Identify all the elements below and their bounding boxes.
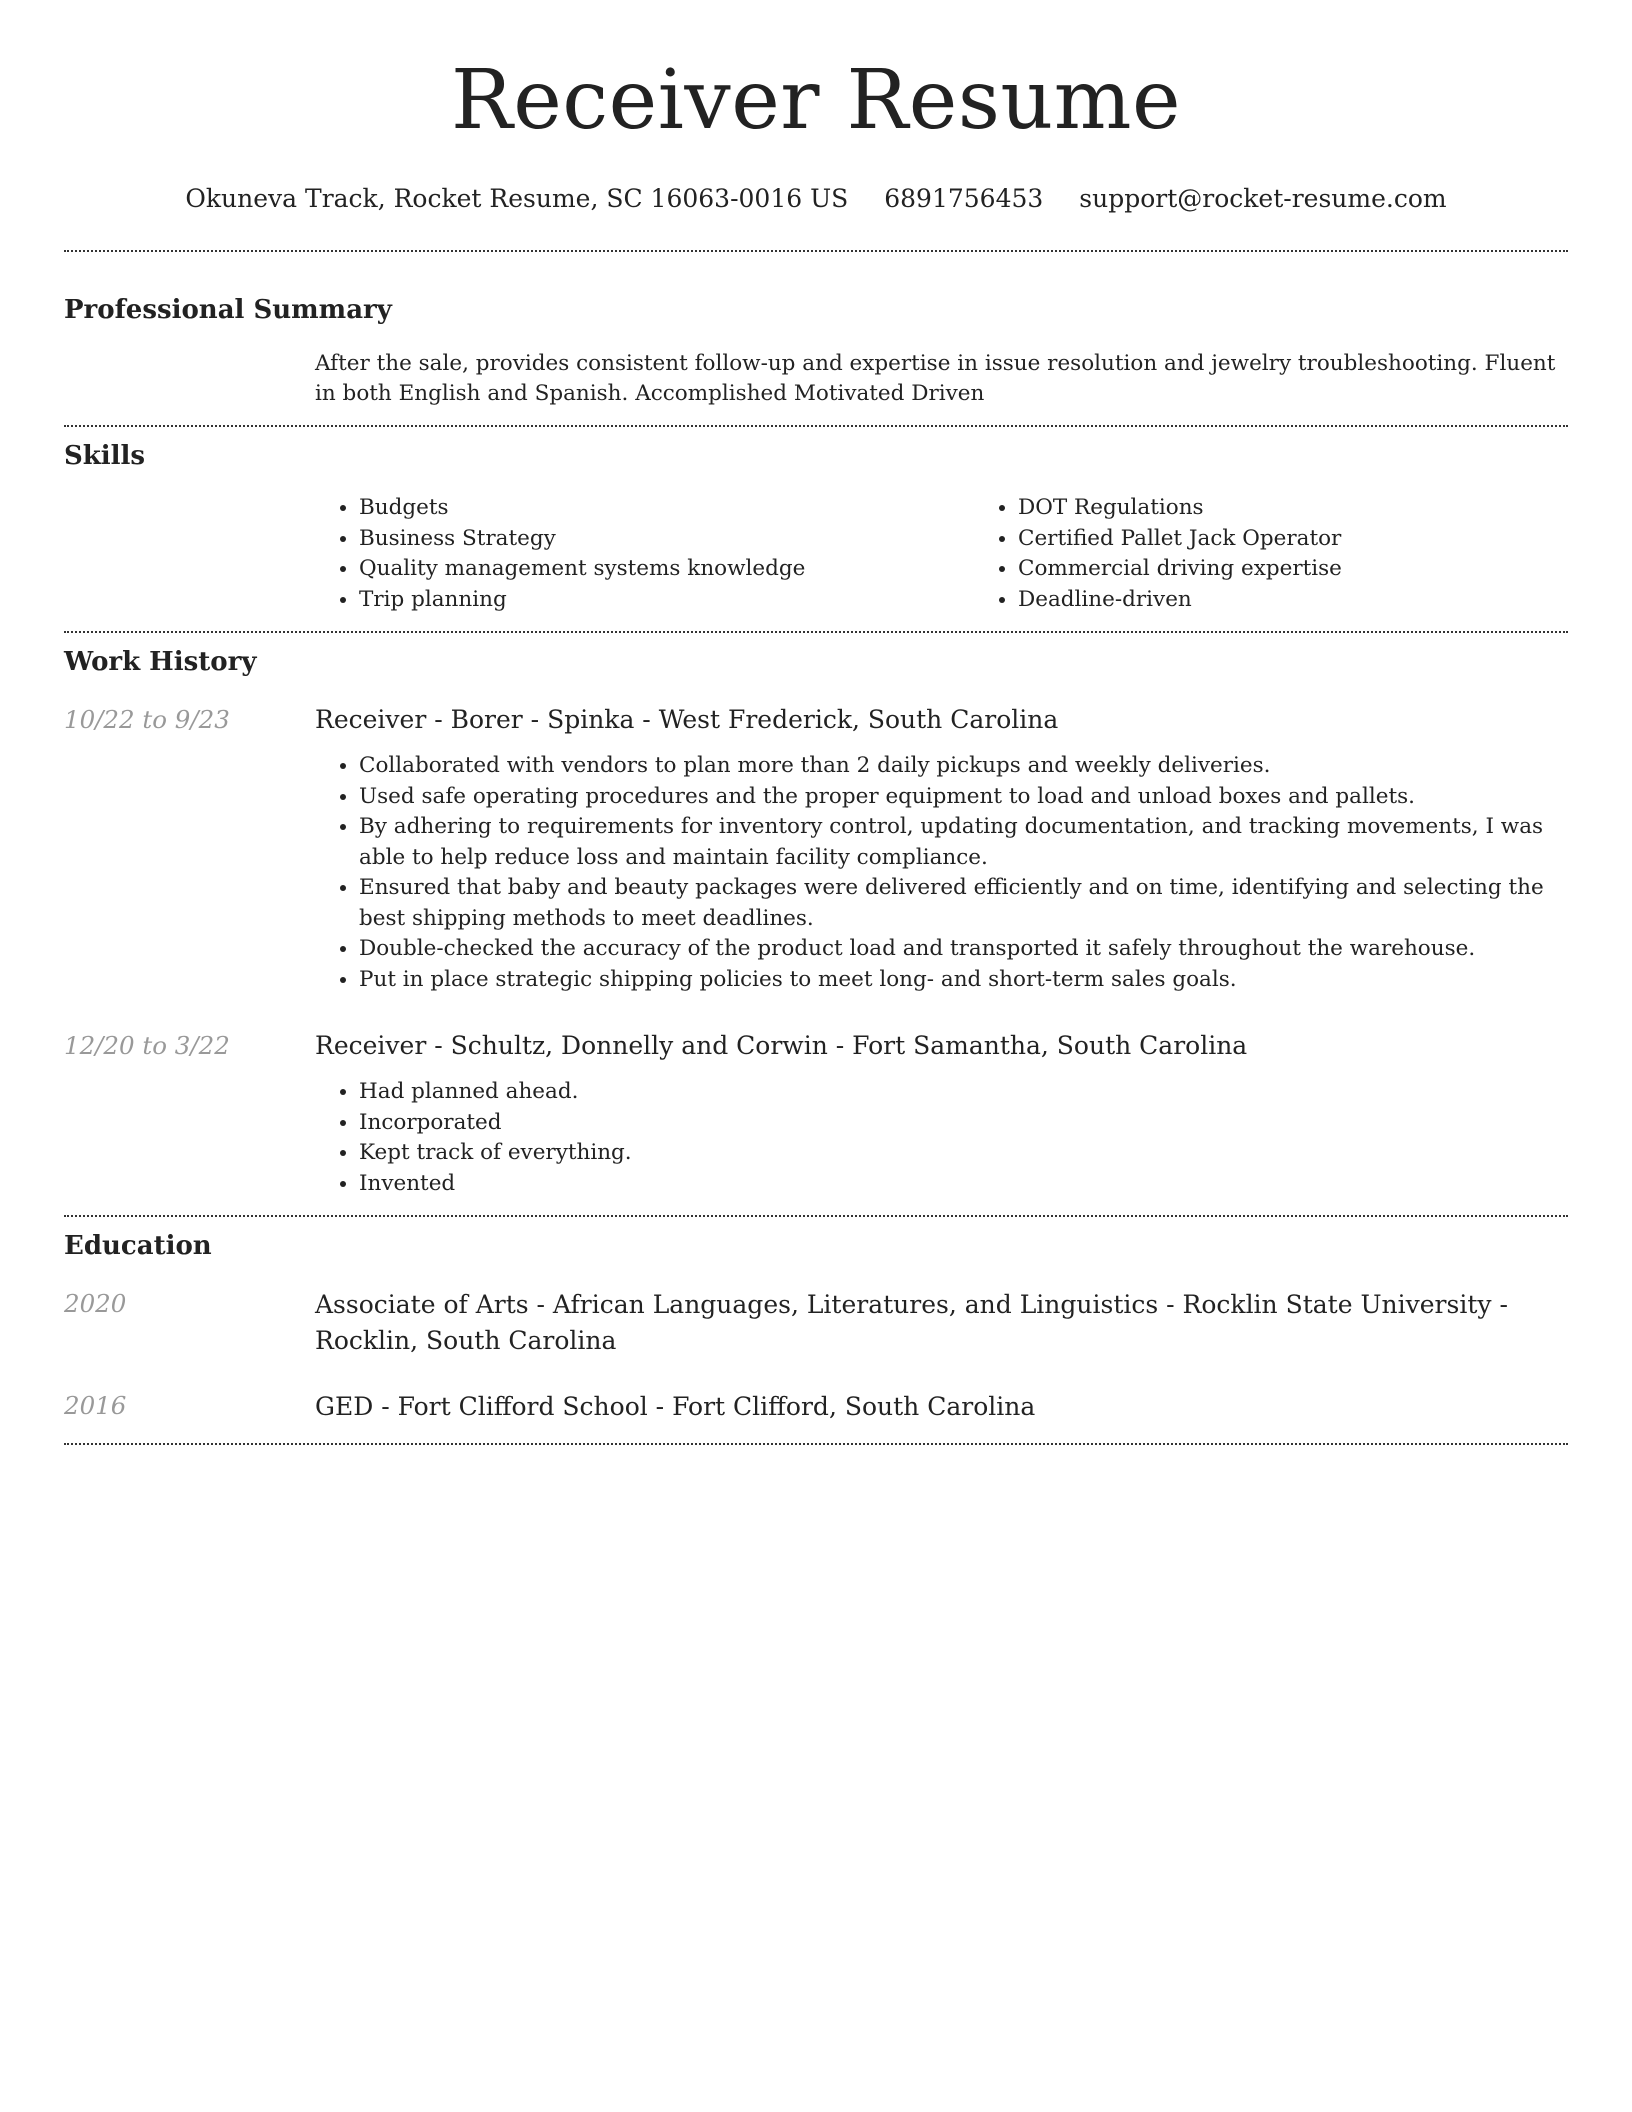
contact-email: support@rocket-resume.com [1079, 184, 1447, 213]
job-bullet: • Incorporated [359, 1108, 1568, 1139]
job-bullet: • Had planned ahead. [359, 1077, 1568, 1108]
skill-item: • Certified Pallet Jack Operator [1018, 524, 1632, 555]
contact-line [64, 182, 1568, 216]
job-bullet: • Double-checked the accuracy of the product load and transported it safely throughout the warehouse. [359, 934, 1568, 965]
skills-list-right [974, 493, 1632, 615]
job-bullet: • Invented [359, 1169, 1568, 1200]
job-bullet: • Put in place strategic shipping policies to meet long- and short-term sales goals. [359, 965, 1568, 996]
job-bullets [315, 751, 1568, 995]
job-title: Receiver - Borer - Spinka - West Frederick, South Carolina [315, 705, 1059, 734]
education-year: 2020 [64, 1289, 127, 1318]
skills-heading: Skills [64, 441, 146, 471]
summary-heading: Professional Summary [64, 295, 392, 325]
work-heading: Work History [64, 647, 257, 677]
education-text: Associate of Arts - African Languages, Literatures, and Linguistics - Rocklin State University - Rocklin, South Carolina [315, 1290, 1508, 1355]
education-entry [64, 1389, 1568, 1425]
job-bullet: • By adhering to requirements for inventory control, updating documentation, and tracking movements, I was able to help reduce loss and maintain facility compliance. [359, 812, 1568, 873]
work-section [64, 633, 1568, 1215]
job-bullet: • Kept track of everything. [359, 1138, 1568, 1169]
skills-section [64, 427, 1568, 631]
job-bullets [315, 1077, 1568, 1199]
job-bullet: • Used safe operating procedures and the proper equipment to load and unload boxes and pallets. [359, 782, 1568, 813]
job-dates: 12/20 to 3/22 [64, 1031, 230, 1060]
job-entry [64, 703, 1568, 995]
skill-item: • Budgets [359, 493, 974, 524]
job-bullet: • Collaborated with vendors to plan more than 2 daily pickups and weekly deliveries. [359, 751, 1568, 782]
divider [64, 1443, 1568, 1445]
resume-title: Receiver Resume [450, 53, 1181, 148]
summary-text: After the sale, provides consistent follow-up and expertise in issue resolution and jewelry troubleshooting. Fluent in both English and Spanish. Accomplished Motivated Driven [315, 351, 1556, 406]
contact-phone: 6891756453 [884, 184, 1044, 213]
skill-item: • Business Strategy [359, 524, 974, 555]
skill-item: • Quality management systems knowledge [359, 554, 974, 585]
education-section [64, 1217, 1568, 1443]
skill-item: • Commercial driving expertise [1018, 554, 1632, 585]
education-year: 2016 [64, 1391, 127, 1420]
education-entry [64, 1287, 1568, 1359]
skill-item: • DOT Regulations [1018, 493, 1632, 524]
contact-address: Okuneva Track, Rocket Resume, SC 16063-0016 US [185, 184, 849, 213]
skill-item: • Trip planning [359, 585, 974, 616]
job-entry [64, 1029, 1568, 1199]
job-bullet: • Ensured that baby and beauty packages were delivered efficiently and on time, identifying and selecting the best shipping methods to meet deadlines. [359, 873, 1568, 934]
education-heading: Education [64, 1231, 212, 1261]
education-text: GED - Fort Clifford School - Fort Clifford, South Carolina [315, 1392, 1036, 1421]
skills-list-left [315, 493, 974, 615]
skill-item: • Deadline-driven [1018, 585, 1632, 616]
summary-section [64, 252, 1568, 425]
job-dates: 10/22 to 9/23 [64, 705, 230, 734]
job-title: Receiver - Schultz, Donnelly and Corwin - Fort Samantha, South Carolina [315, 1031, 1248, 1060]
